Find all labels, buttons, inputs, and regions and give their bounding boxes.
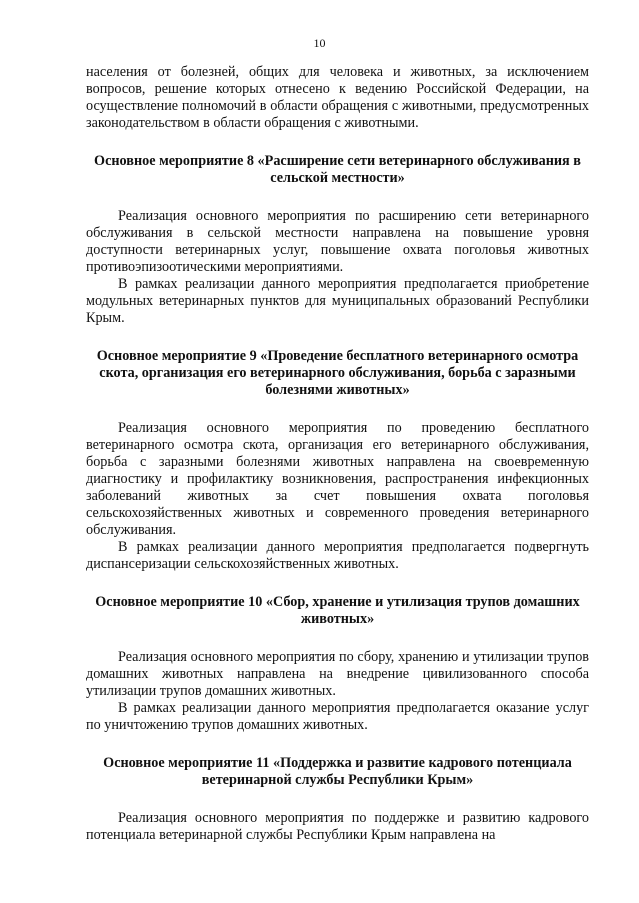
section-heading-9: Основное мероприятие 9 «Проведение бесплатного ветеринарного осмотра скота, организация его ветеринарного обслуживания, борьба с заразными болезнями животных» [96,348,579,398]
page-number: 10 [313,36,326,50]
paragraph-continuation: населения от болезней, общих для человека и животных, за исключением вопросов, решение которых отнесено к ведению Российской Федерации, на осуществление полномочий в области обращения с животными, предусмотренных законодательством в области обращения с животными. [86,64,589,131]
section-heading-11: Основное мероприятие 11 «Поддержка и развитие кадрового потенциала ветеринарной службы Республики Крым» [103,755,572,788]
section-heading-8: Основное мероприятие 8 «Расширение сети ветеринарного обслуживания в сельской местности» [94,153,581,186]
paragraph: Реализация основного мероприятия по расширению сети ветеринарного обслуживания в сельской местности направлена на повышение уровня доступности ветеринарных услуг, повышение охвата поголовья животных противоэпизоотическими мероприятиями. [86,208,589,275]
document-body [86,64,589,844]
paragraph: Реализация основного мероприятия по поддержке и развитию кадрового потенциала ветеринарной службы Республики Крым направлена на [86,810,589,843]
paragraph: Реализация основного мероприятия по сбору, хранению и утилизации трупов домашних животных направлена на внедрение цивилизованного способа утилизации трупов домашних животных. [86,649,589,699]
paragraph: В рамках реализации данного мероприятия предполагается приобретение модульных ветеринарных пунктов для муниципальных образований Республики Крым. [86,276,589,326]
section-heading-10: Основное мероприятие 10 «Сбор, хранение и утилизация трупов домашних животных» [95,594,580,627]
paragraph: Реализация основного мероприятия по проведению бесплатного ветеринарного осмотра скота, организация его ветеринарного обслуживания, борьба с заразными болезнями животных направлена на своевременную диагностику и профилактику возникновения, распространения инфекционных заболеваний животных за счет повышения охвата поголовья сельскохозяйственных животных и современного проведения ветеринарного обслуживания. [86,420,589,538]
paragraph: В рамках реализации данного мероприятия предполагается подвергнуть диспансеризации сельскохозяйственных животных. [86,539,589,572]
paragraph: В рамках реализации данного мероприятия предполагается оказание услуг по уничтожению трупов домашних животных. [86,700,589,733]
